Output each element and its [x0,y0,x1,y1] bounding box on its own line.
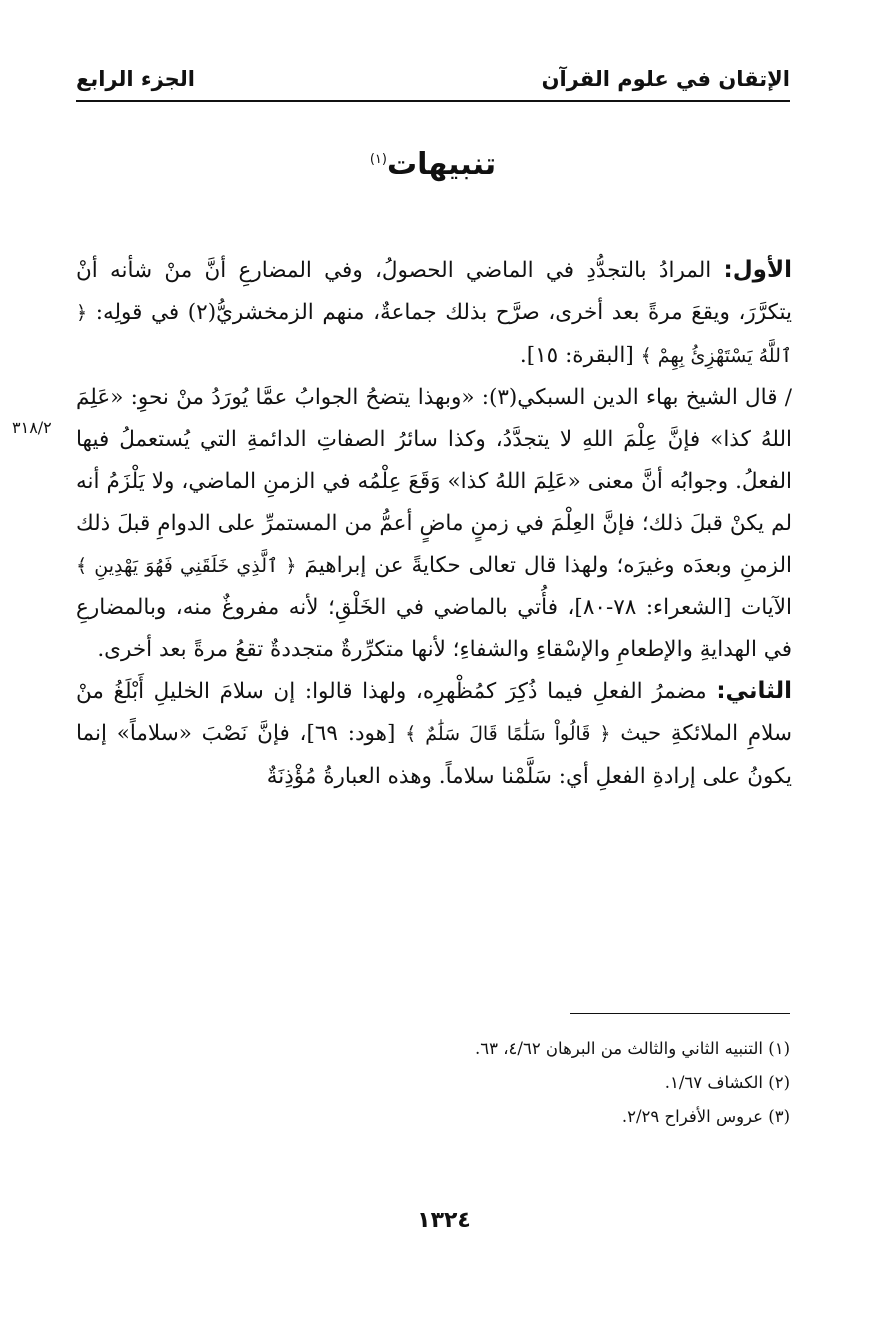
quran-verse: ﴿ ٱلَّذِي خَلَقَنِي فَهُوَ يَهْدِينِ ﴾ [76,554,297,577]
paragraph-text: المرادُ بالتجدُّدِ في الماضي الحصولُ، وفي المضارعِ أنَّ منْ شأنه أنْ يتكرَّرَ، ويقعَ مرةً بعد أخرى، صرَّح بذلك جماعةٌ، منهم الزمخشريُّ(٢) في قولِه: [76,258,792,325]
footnotes [76,1032,790,1134]
section-title-text: تنبيهات [386,147,497,182]
quran-verse: ﴿ ٱللَّهُ يَسْتَهْزِئُ بِهِمْ ﴾ [76,301,792,367]
paragraph-first [76,250,792,377]
verse-reference: [البقرة: ١٥]. [519,342,634,368]
running-header [76,62,790,96]
paragraph-lead: الأول: [723,257,792,283]
footnote-item: (٣) عروس الأفراح ٢/٢٩. [621,1107,790,1126]
section-title [76,140,790,185]
paragraph-quote [76,377,792,671]
paragraph-text: مضمرُ الفعلِ فيما ذُكِرَ كمُظْهرِه، ولهذا قالوا: إن سلامَ الخليلِ أَبْلَغُ منْ سلامِ الملائكةِ حيث [76,678,792,746]
paragraph-text: / قال الشيخ بهاء الدين السبكي(٣): «وبهذا يتضحُ الجوابُ عمَّا يُورَدُ منْ نحوِ: «عَلِمَ اللهُ كذا» فإنَّ عِلْمَ اللهِ لا يتجدَّدُ، وكذا سائرُ الصفاتِ الدائمةِ التي يُستعملُ فيها الفعلُ. وجوابُه أنَّ معنى «عَلِمَ اللهُ كذا» وَقَعَ عِلْمُه في الزمنِ الماضي، ولا يَلْزَمُ أنه لم يكنْ قبلَ ذلك؛ فإنَّ العِلْمَ في زمنٍ ماضٍ أعمُّ من المستمرِّ على الدوامِ قبلَ ذلك الزمنِ وبعدَه وغيرَه؛ ولهذا قال تعالى حكايةً عن إبراهيمَ [76,385,793,578]
footnote-marker: (١) [369,152,387,167]
paragraph-text-continued: [هود: ٦٩]، فإنَّ نَصْبَ «سلاماً» إنما يكونُ على إرادةِ الفعلِ أي: سَلَّمْنا سلاماً. وهذه العبارةُ مُؤْذِنَةٌ [76,720,792,789]
paragraph-lead: الثاني: [716,677,793,704]
quran-verse: ﴿ قَالُواْ سَلَٰمًا قَالَ سَلَٰمٌ ﴾ [405,722,611,745]
page-number: ١٣٢٤ [417,1208,471,1233]
footnote-divider [570,1013,790,1014]
footnote-item: (٢) الكشاف ١/٦٧. [664,1073,790,1092]
margin-page-reference: ٣١٨/٢ [12,418,52,437]
footnote-item: (١) التنبيه الثاني والثالث من البرهان ٤/٦٢، ٦٣. [474,1039,790,1058]
paragraph-second [76,671,792,797]
header-divider [76,100,790,102]
paragraph-text-continued: الآيات [الشعراء: ٧٨-٨٠]، فأُتي بالماضي في الخَلْقِ؛ لأنه مفروغٌ منه، وبالمضارعِ في الهدايةِ والإطعامِ والإسْقاءِ والشفاءِ؛ لأنها متكرِّرةٌ متجددةٌ تقعُ مرةً بعد أخرى. [76,595,792,663]
main-text [76,250,792,797]
book-title: الإتقان في علوم القرآن [541,67,790,91]
volume-label: الجزء الرابع [76,67,195,91]
